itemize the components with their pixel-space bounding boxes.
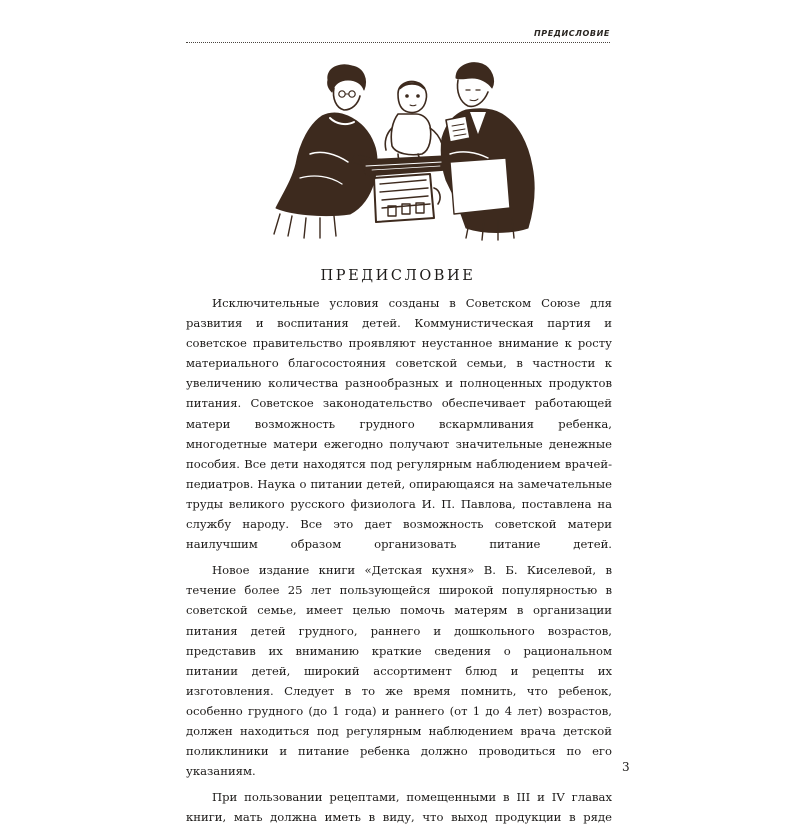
body-text (186, 293, 612, 833)
illustration-mothers-weighing-baby (270, 58, 542, 242)
paragraph: Исключительные условия созданы в Советском Союзе для развития и воспитания детей. Коммунистическая партия и советское правительство проявляют неустанное внимание к росту материального благосостояния советской семьи, в частности к увеличению количества разнообразных и полноценных продуктов питания. Советское законодательство обеспечивает работающей матери возможность грудного вскармливания ребенка, многодетные матери ежегодно получают значительные денежные пособия. Все дети находятся под регулярным наблюдением врачей-педиатров. Наука о питании детей, опирающаяся на замечательные труды великого русского физиолога И. П. Павлова, поставлена на службу народу. Все это дает возможность советской матери наилучшим образом организовать питание детей. (186, 296, 612, 552)
running-head: ПРЕДИСЛОВИЕ (533, 29, 610, 38)
header-dotted-rule (186, 42, 610, 43)
paragraph: При пользовании рецептами, помещенными в III и IV главах книги, мать должна иметь в виду, что выход продукции в ряде (186, 790, 612, 825)
paragraph: Новое издание книги «Детская кухня» В. Б. Киселевой, в течение более 25 лет пользующейся широкой популярностью в советской семье, имеет целью помочь матерям в организации питания детей грудного, раннего и дошкольного возрастов, представив их вниманию краткие сведения о рациональном питании детей, широкий ассортимент блюд и рецепты их изготовления. Следует в то же время помнить, что ребенок, особенно грудного (до 1 года) и раннего (от 1 до 4 лет) возрастов, должен находиться под регулярным наблюдением врача детской поликлиники и питание ребенка должно проводиться по его указаниям. (186, 563, 612, 779)
page-number: 3 (622, 760, 630, 774)
section-title: ПРЕДИСЛОВИЕ (320, 268, 476, 284)
